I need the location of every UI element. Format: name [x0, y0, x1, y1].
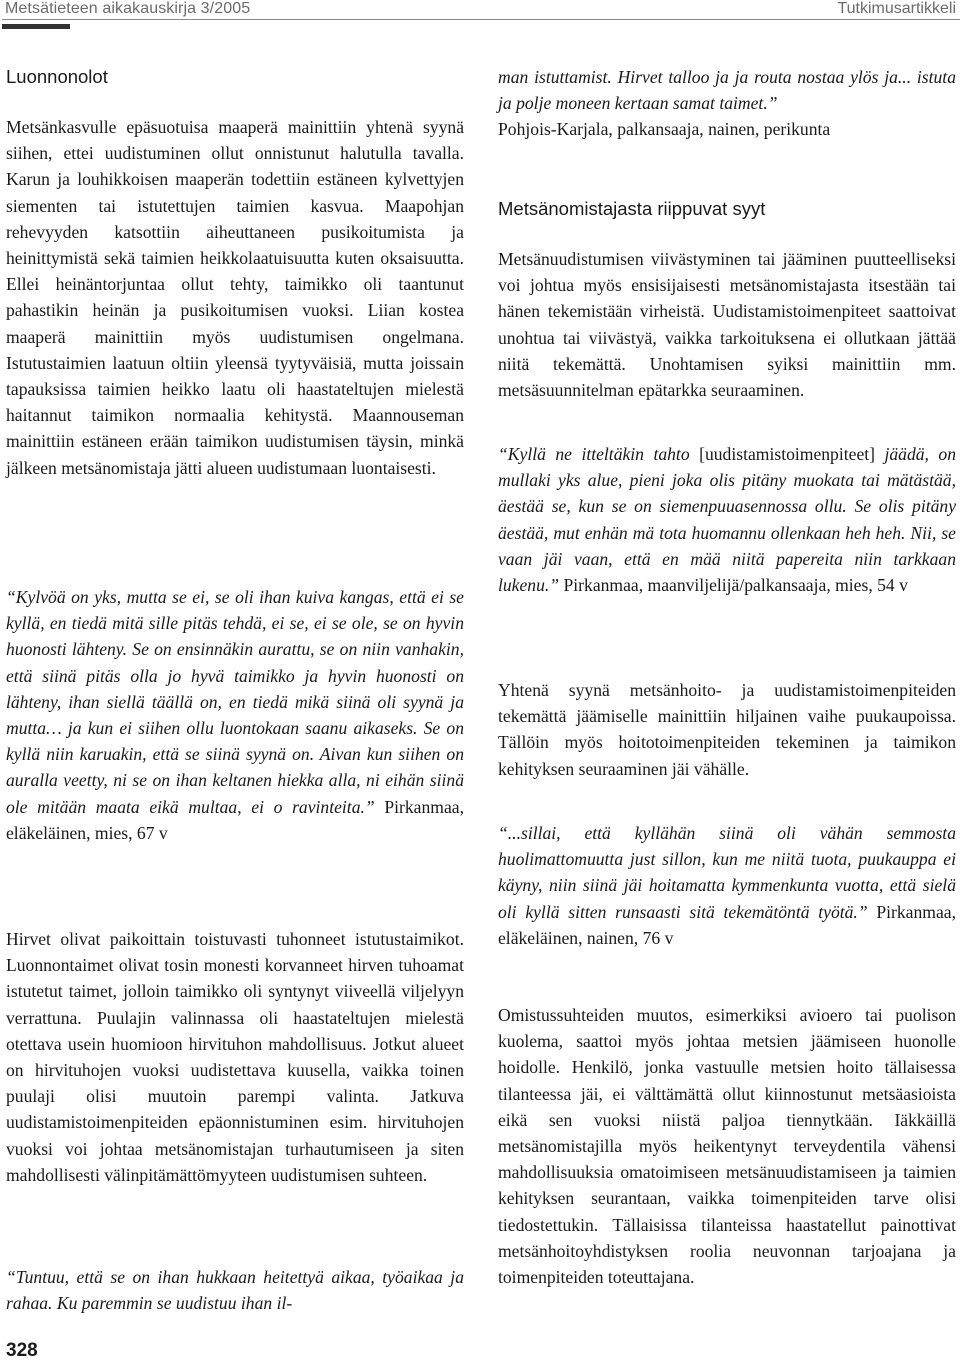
page-number: 328	[6, 1340, 38, 1361]
header-mark	[2, 24, 70, 29]
paragraph-soil: Metsänkasvulle epäsuotuisa maaperä mainittiin yhtenä syynä siihen, ettei uudistuminen ollut onnistunut halutulla tavalla. Karun ja louhikkoisen maaperän todettiin estäneen kylvettyjen siementen tai istutettujen taimien kasvua. Maapohjan rehevyyden katsottiin aiheuttaneen pusikoitumista ja heinittymistä sekä taimien heikkolaatuisuutta kuten oksaisuutta. Ellei heinäntorjuntaa ollut tehty, taimikko oli taantunut pahastikin heinän ja pusikoitumisen vuoksi. Liian kostea maaperä mainittiin myös uudistumisen ongelmana. Istutustaimien laatuun oltiin yleensä tyytyväisiä, mutta joissain tapauksissa taimien heikko laatu oli haastateltujen mielestä haitannut taimikon normaalia kehitystä. Maannouseman mainittiin estäneen erään taimikon uudistumisen täysin, minkä jälkeen metsänomistaja jätti alueen uudistumaan luontaisesti.	[6, 117, 464, 478]
quote-moose: “Tuntuu, että se on ihan hukkaan heitettyä aikaa, työaikaa ja rahaa. Ku paremmin se uudistuu ihan il-	[6, 1267, 464, 1314]
quote-source: Pohjois-Karjala, palkansaaja, nainen, perikunta	[498, 119, 831, 139]
quote-moose-continued: man istuttamist. Hirvet talloo ja ja routa nostaa ylös ja... istuta ja polje moneen kertaan samat taimet.”	[498, 67, 956, 114]
running-header	[0, 0, 960, 30]
journal-title: Metsätieteen aikakauskirja 3/2005	[5, 0, 251, 17]
paragraph-moose: Hirvet olivat paikoittain toistuvasti tuhonneet istutustaimikot. Luonnontaimet olivat tosin monesti korvanneet hirven tuhoamat istutetut taimet, jolloin taimikko oli syntynyt viiveellä viljelyyn verrattuna. Puulajin valinnassa oli haastateltujen mielestä otettava usein huomioon hirvituhon mahdollisuus. Jotkut alueet on hirvituhojen vuoksi uudistettava kuusella, vaikka toinen puulaji olisi muutoin parempi valinta. Jatkuva uudistamistoimenpiteiden epäonnistuminen esim. hirvituhojen vuoksi voi johtaa metsänomistajan turhautumiseen ja siten mahdollisesti välinpitämättömyyteen uudistumisen suhteen.	[6, 929, 464, 1185]
quote-source: Pirkanmaa, maanviljelijä/palkansaaja, mies, 54 v	[559, 575, 908, 596]
quote-text: “...sillai, että kyllähän siinä oli vähän semmosta huolimattomuutta just sillon, kun me niitä tuota, puukauppa ei käyny, niin siinä jäi hoitamatta kymmenkunta vuotta, että sielä oli kyllä sitten runsaasti sitä tekemätöntä työtä.”	[498, 823, 956, 922]
heading-owner-causes: Metsänomistajasta riippuvat syyt	[498, 198, 766, 219]
paragraph-ownership: Omistussuhteiden muutos, esimerkiksi avioero tai puolison kuolema, saattoi myös johtaa metsien jäämiseen huonolle hoidolle. Henkilö, jonka vastuulle metsien hoito tällaisessa tilanteessa jäi, ei välttämättä ollut kiinnostunut metsäasioista eikä sen vuoksi niistä paljoa tiennytkään. Iäkkäillä metsänomistajilla myös heikentynyt terveydentila vähensi mahdollisuuksia omatoimiseen metsänuudistamiseen ja taimien kehityksen seurantaan, vaikka toimenpiteiden tarve olisi tiedostettukin. Tällaisissa tilanteissa haastatellut painottivat metsänhoitoyhdistyksen roolia neuvonnan tarjoajana ja toimenpiteiden toteuttajana.	[498, 1005, 956, 1288]
quote-timber-trade	[498, 820, 956, 951]
heading-luonnonolot: Luonnonolot	[6, 66, 108, 87]
section-label: Tutkimusartikkeli	[837, 0, 956, 17]
paragraph-timber-trade: Yhtenä syynä metsänhoito- ja uudistamistoimenpiteiden tekemättä jäämiselle mainittiin hiljainen vaihe puukaupoissa. Tällöin myös hoitotoimenpiteiden tekeminen ja taimikon kehityksen seuraaminen jäi vähälle.	[498, 680, 956, 779]
quote-source: Pirkanmaa, eläkeläinen, nainen, 76 v	[498, 901, 956, 948]
quote-text: “Kyllä ne itteltäkin tahto	[498, 444, 690, 464]
quote-text: jäädä, on mullaki yks alue, pieni joka olis pitäny muokata tai mätästää, äestää se, kun se on siemenpuuasennossa ollu. Se olis pitäny äestää, mut enhän mä tota huomannu ollenkaan heh heh. Nii, se vaan jäi vaan, että en mää niitä papereita niin tarkkaan lukenu.”	[498, 444, 957, 596]
quote-text: “Kylvöä on yks, mutta se ei, se oli ihan kuiva kangas, että ei se kyllä, en tiedä mitä sille pitäs tehdä, ei se, ei se ole, se on hyvin huonosti lähteny. Se on ensinnäkin aurattu, se on niin vanhakin, että siinä pitäs olla jo hyvä taimikko ja hyvin huonosti on lähteny, ihan siellä täällä on, en tiedä mikä siinä oli syynä ja mutta… ja kun ei siihen ollu luontokaan saanu aikaseks. Se on kyllä niin karuakin, että se siinä syynä on. Aivan kun siihen on auralla veetty, ni se on ihan keltanen hiekka alla, ni eihän siinä ole mitään maata eikä multaa, ei o ravinteita.”	[6, 587, 464, 817]
quote-source: Pirkanmaa, eläkeläinen, mies, 67 v	[6, 796, 464, 843]
quote-soil	[6, 584, 464, 846]
paragraph-owner: Metsänuudistumisen viivästyminen tai jääminen puutteelliseksi voi johtua myös ensisijaisesti metsänomistajasta itsestään tai hänen tekemistään virheistä. Uudistamistoimenpiteet saattoivat unohtua tai viivästyä, vaikka tarkoituksena ei ollutkaan jättää niitä tekemättä. Unohtamisen syiksi mainittiin mm. metsäsuunnitelman epätarkka seuraaminen.	[498, 249, 956, 401]
quote-owner	[498, 441, 956, 598]
quote-bracket: [uudistamistoimenpiteet]	[689, 444, 885, 464]
header-rule	[2, 19, 960, 20]
